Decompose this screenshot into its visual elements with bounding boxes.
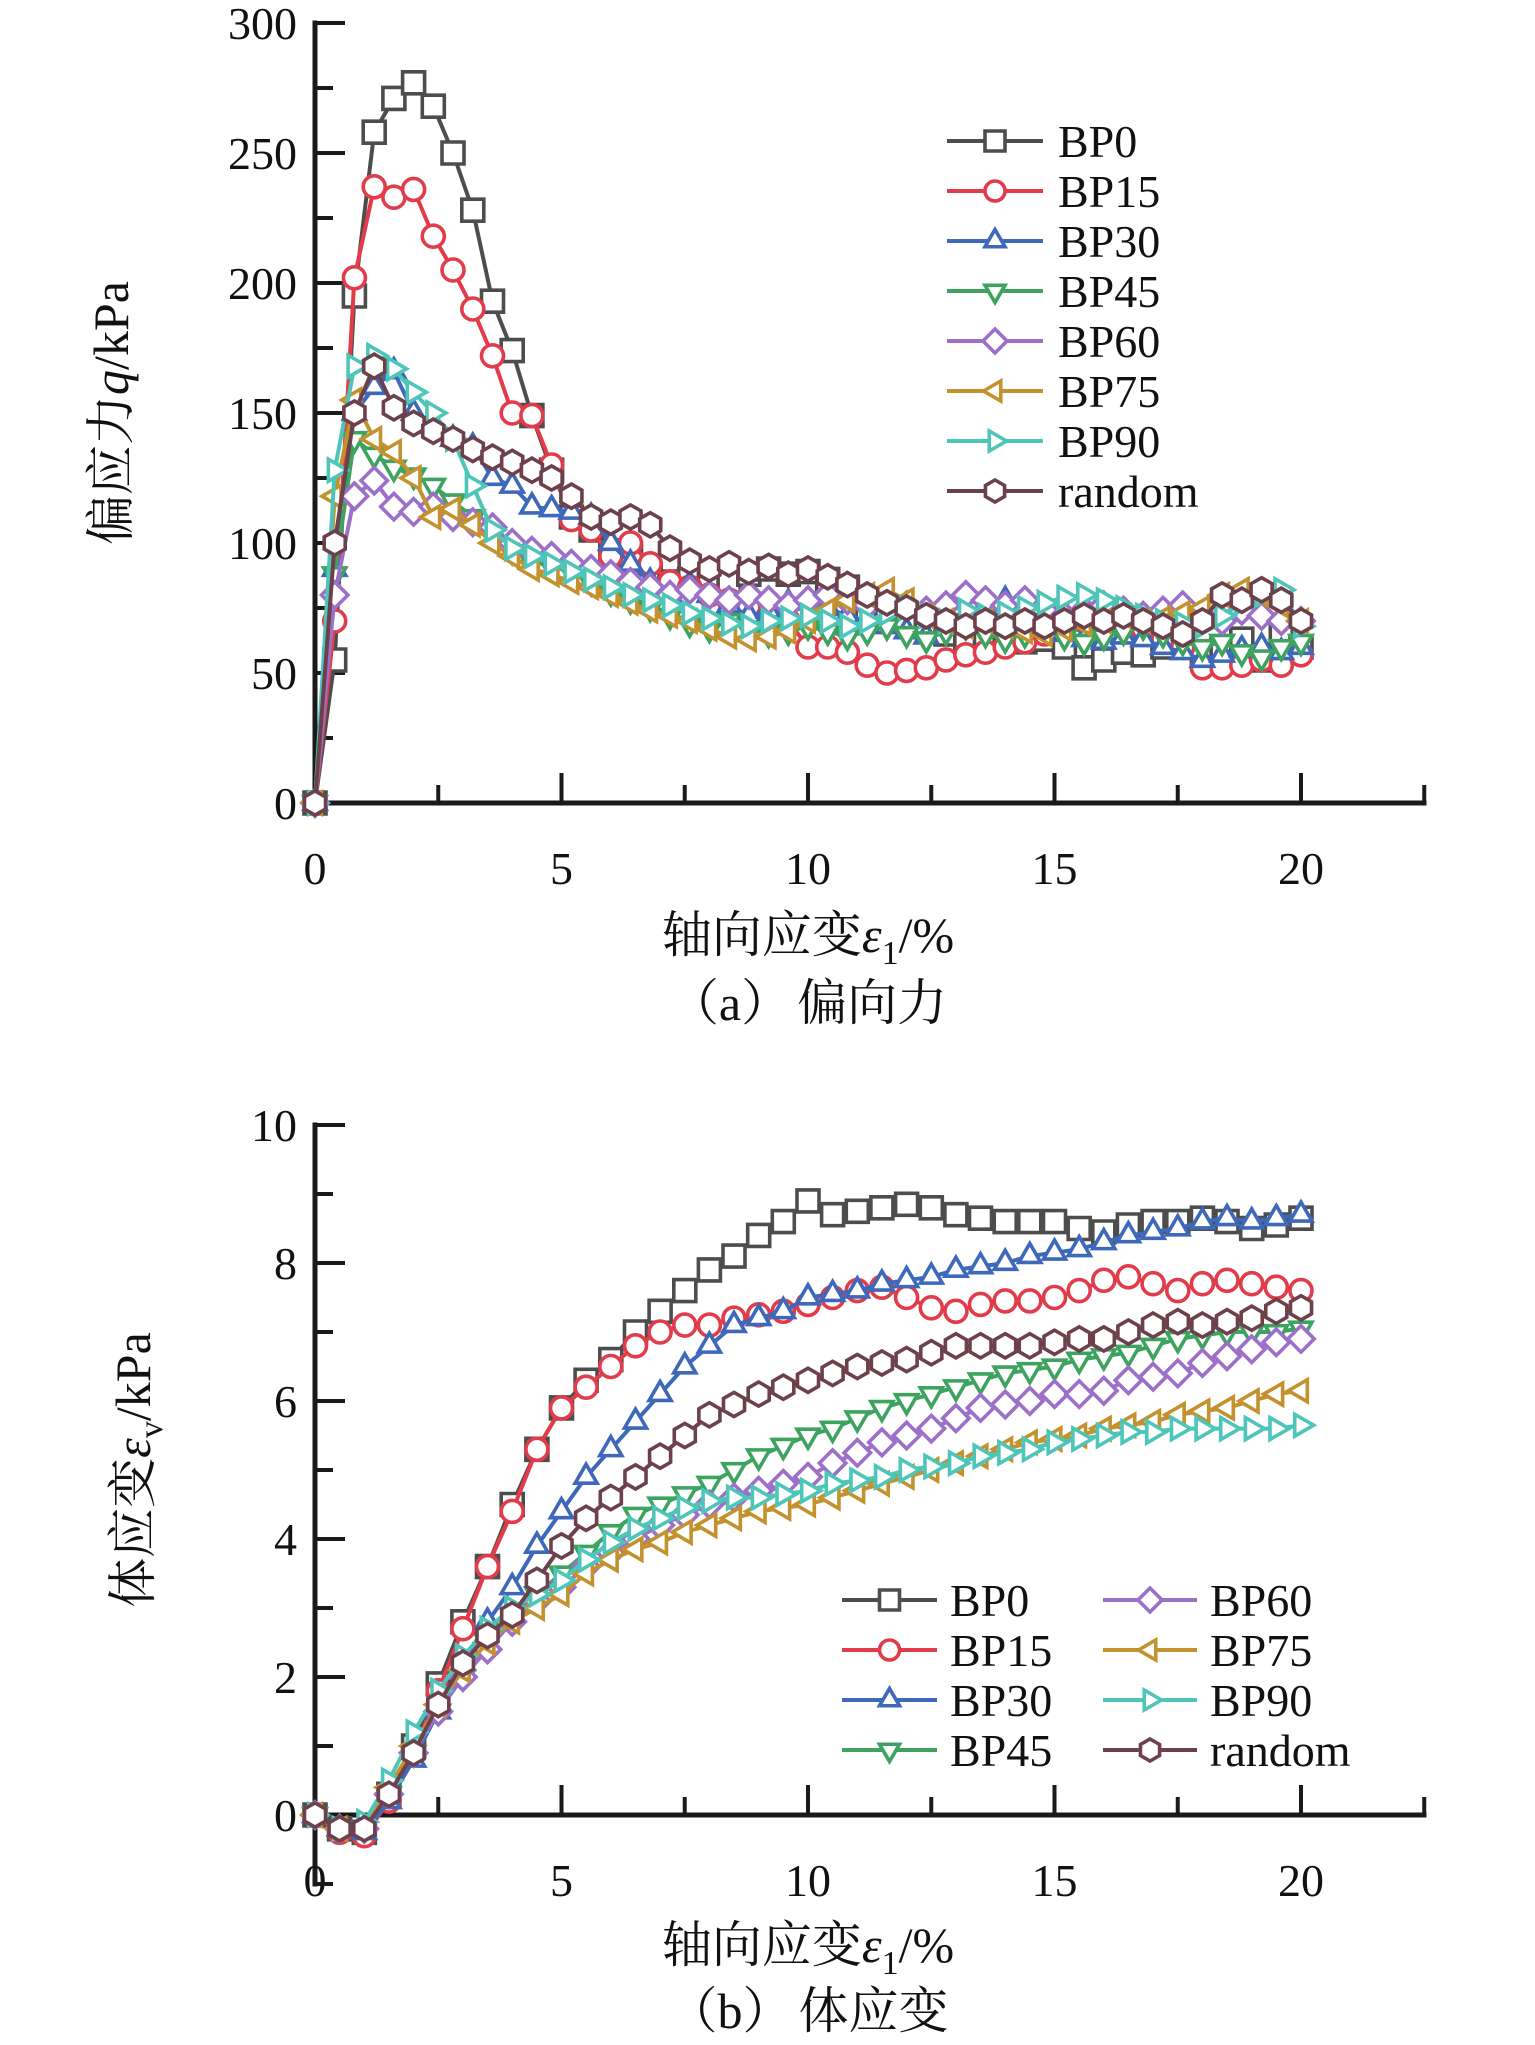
- square-marker: [920, 1197, 942, 1219]
- hexagon-marker: [773, 1375, 794, 1399]
- square-marker: [442, 142, 464, 164]
- circle-marker-icon: [880, 1640, 900, 1660]
- triangle-right-marker: [1270, 1418, 1289, 1440]
- circle-marker: [462, 298, 484, 320]
- triangle-left-marker: [721, 1507, 740, 1529]
- triangle-left-marker-icon: [984, 381, 1001, 401]
- hexagon-marker: [561, 484, 582, 508]
- diamond-marker: [1066, 1381, 1092, 1407]
- triangle-down-marker: [1043, 1360, 1065, 1379]
- circle-marker: [625, 1335, 647, 1357]
- square-marker: [871, 1197, 893, 1219]
- hexagon-marker: [995, 1334, 1016, 1358]
- hexagon-marker: [1192, 1313, 1213, 1337]
- hexagon-marker: [1231, 588, 1252, 612]
- hexagon-marker: [620, 505, 641, 529]
- hexagon-marker: [995, 614, 1016, 638]
- triangle-left-marker: [1288, 1380, 1307, 1402]
- circle-marker: [945, 1300, 967, 1322]
- legend-item-random-b: [1103, 1725, 1351, 1776]
- square-marker: [422, 95, 444, 117]
- circle-marker: [551, 1397, 573, 1419]
- triangle-right-marker: [1295, 1414, 1314, 1436]
- triangle-up-marker: [1019, 1243, 1041, 1262]
- chart-b-y-tick-label-10: 10: [251, 1100, 297, 1151]
- hexagon-marker: [817, 565, 838, 589]
- hexagon-marker: [1113, 604, 1134, 628]
- diamond-marker: [1017, 1388, 1043, 1414]
- hexagon-marker: [935, 609, 956, 633]
- diamond-marker: [918, 1415, 944, 1441]
- triangle-right-marker-icon: [1144, 1690, 1161, 1710]
- hexagon-marker: [329, 1817, 350, 1841]
- chart-b-x-tick-label-0: 0: [303, 1855, 327, 1906]
- triangle-left-marker: [1239, 1390, 1258, 1412]
- hexagon-marker: [822, 1361, 843, 1385]
- circle-marker: [442, 259, 464, 281]
- hexagon-marker: [625, 1465, 646, 1489]
- circle-marker: [403, 178, 425, 200]
- circle-marker: [501, 1500, 523, 1522]
- hexagon-marker-icon: [1140, 1739, 1159, 1761]
- chart-b-y-tick-label-0: 0: [274, 1790, 297, 1841]
- legend-label-BP15: BP15: [950, 1625, 1053, 1676]
- hexagon-marker: [1044, 1330, 1065, 1354]
- chart-a-marks: [228, 0, 1424, 894]
- hexagon-marker: [1093, 1327, 1114, 1351]
- hexagon-marker: [502, 450, 523, 474]
- chart-a-x-axis-label: 轴向应变$\varepsilon_1/\%$: [661, 907, 955, 972]
- hexagon-marker: [1074, 604, 1095, 628]
- square-marker: [945, 1204, 967, 1226]
- chart-a-x-tick-label-5: 5: [550, 843, 573, 894]
- hexagon-marker: [502, 1603, 523, 1627]
- hexagon-marker: [699, 1403, 720, 1427]
- circle-marker: [1044, 1287, 1066, 1309]
- hexagon-marker: [674, 1423, 695, 1447]
- circle-marker: [674, 1314, 696, 1336]
- hexagon-marker: [551, 1534, 572, 1558]
- legend-item-random-a: [947, 466, 1199, 517]
- hexagon-marker: [1069, 1327, 1090, 1351]
- legend-item-BP45-a: [947, 266, 1160, 317]
- chart-a-y-tick-label-250: 250: [228, 128, 297, 179]
- hexagon-marker: [1290, 1296, 1311, 1320]
- hexagon-marker: [1014, 609, 1035, 633]
- chart-b-x-tick-label-10: 10: [785, 1855, 831, 1906]
- diamond-marker: [1140, 1364, 1166, 1390]
- diamond-marker: [943, 1405, 969, 1431]
- legend-item-BP30-a: [947, 216, 1160, 267]
- legend-item-BP0-a: [947, 116, 1137, 167]
- hexagon-marker: [758, 554, 779, 578]
- square-marker: [363, 121, 385, 143]
- diamond-marker: [819, 1450, 845, 1476]
- circle-marker: [1191, 1273, 1213, 1295]
- hexagon-marker: [378, 1782, 399, 1806]
- hexagon-marker: [482, 445, 503, 469]
- square-marker: [846, 1200, 868, 1222]
- diamond-marker: [1091, 1378, 1117, 1404]
- hexagon-marker: [1133, 609, 1154, 633]
- hexagon-marker: [876, 591, 897, 615]
- hexagon-marker: [541, 466, 562, 490]
- hexagon-marker: [1290, 609, 1311, 633]
- hexagon-marker: [428, 1693, 449, 1717]
- chart-b-marks: [251, 1100, 1424, 1906]
- legend-item-BP60-a: [947, 316, 1160, 367]
- legend-item-BP30-b: [842, 1675, 1052, 1726]
- hexagon-marker: [1093, 609, 1114, 633]
- legend-item-BP90-b: [1103, 1675, 1312, 1726]
- series-BP45-markers-b: [304, 1322, 1312, 1841]
- legend-item-BP75-b: [1103, 1625, 1312, 1676]
- hexagon-marker: [1212, 583, 1233, 607]
- hexagon-marker: [1019, 1334, 1040, 1358]
- legend-label-BP45: BP45: [1058, 266, 1161, 317]
- circle-marker: [452, 1618, 474, 1640]
- legend-label-BP45: BP45: [950, 1725, 1053, 1776]
- chart-a-x-tick-label-10: 10: [785, 843, 831, 894]
- triangle-left-marker: [1214, 1397, 1233, 1419]
- chart-b-y-axis-label: 体应变$\varepsilon_v$/kPa: [105, 1332, 170, 1608]
- legend-label-BP0: BP0: [1058, 116, 1138, 167]
- circle-marker: [477, 1556, 499, 1578]
- square-marker: [822, 1204, 844, 1226]
- chart-a-subtitle: （a） 偏向力: [668, 975, 948, 1031]
- series-BP15-markers-b: [304, 1266, 1312, 1847]
- circle-marker: [649, 1321, 671, 1343]
- circle-marker: [1167, 1280, 1189, 1302]
- legend-item-BP90-a: [947, 416, 1160, 467]
- legend-label-BP60: BP60: [1058, 316, 1161, 367]
- chart-a-y-tick-label-100: 100: [228, 518, 297, 569]
- square-marker: [649, 1300, 671, 1322]
- triangle-left-marker-icon: [1139, 1640, 1156, 1660]
- hexagon-marker: [837, 573, 858, 597]
- hexagon-marker: [970, 1334, 991, 1358]
- hexagon-marker: [304, 1803, 325, 1827]
- chart-a-x-tick-label-20: 20: [1278, 843, 1324, 894]
- chart-b-y-tick-label-2: 2: [274, 1652, 297, 1703]
- chart-a-y-tick-label-300: 300: [228, 0, 297, 49]
- circle-marker: [1117, 1266, 1139, 1288]
- legend-item-BP45-b: [842, 1725, 1052, 1776]
- hexagon-marker: [723, 1392, 744, 1416]
- circle-marker: [482, 345, 504, 367]
- legend-label-BP90: BP90: [1058, 416, 1161, 467]
- hexagon-marker: [921, 1341, 942, 1365]
- hexagon-marker: [600, 1486, 621, 1510]
- hexagon-marker: [304, 791, 325, 815]
- hexagon-marker: [1172, 622, 1193, 646]
- chart-b-x-tick-label-15: 15: [1031, 1855, 1078, 1906]
- hexagon-marker: [857, 583, 878, 607]
- hexagon-marker: [442, 427, 463, 451]
- diamond-marker: [1189, 1350, 1215, 1376]
- square-marker: [1044, 1211, 1066, 1233]
- square-marker: [403, 72, 425, 94]
- hexagon-marker: [1192, 609, 1213, 633]
- diamond-marker-icon: [983, 329, 1007, 353]
- triangle-left-marker: [1264, 1383, 1283, 1405]
- diamond-marker: [844, 1440, 870, 1466]
- square-marker: [994, 1211, 1016, 1233]
- triangle-down-marker-icon: [985, 285, 1005, 302]
- hexagon-marker: [403, 1741, 424, 1765]
- circle-marker: [521, 405, 543, 427]
- legend-label-BP30: BP30: [1058, 216, 1161, 267]
- hexagon-marker: [324, 531, 345, 555]
- square-marker: [674, 1280, 696, 1302]
- hexagon-marker: [403, 411, 424, 435]
- chart-b-y-tick-label-8: 8: [274, 1238, 297, 1289]
- circle-marker: [526, 1438, 548, 1460]
- hexagon-marker: [383, 396, 404, 420]
- hexagon-marker: [1054, 609, 1075, 633]
- hexagon-marker: [748, 1382, 769, 1406]
- hexagon-marker: [581, 505, 602, 529]
- hexagon-marker: [778, 562, 799, 586]
- legend-label-random: random: [1210, 1725, 1351, 1776]
- hexagon-marker: [423, 419, 444, 443]
- chart-a-x-tick-label-0: 0: [303, 843, 327, 894]
- legend-item-BP15-b: [842, 1625, 1052, 1676]
- legend-label-BP15: BP15: [1058, 166, 1161, 217]
- hexagon-marker: [1251, 578, 1272, 602]
- chart-a-x-tick-label-15: 15: [1031, 843, 1078, 894]
- diamond-marker: [1165, 1360, 1191, 1386]
- legend-item-BP15-a: [947, 166, 1160, 217]
- hexagon-marker: [797, 1368, 818, 1392]
- hexagon-marker: [679, 549, 700, 573]
- hexagon-marker: [452, 1651, 473, 1675]
- hexagon-marker: [975, 609, 996, 633]
- chart-a-y-tick-label-150: 150: [228, 388, 297, 439]
- hexagon-marker: [719, 552, 740, 576]
- square-marker: [896, 1193, 918, 1215]
- circle-marker: [920, 1297, 942, 1319]
- chart-a-y-tick-label-0: 0: [274, 778, 297, 829]
- square-marker: [723, 1245, 745, 1267]
- triangle-up-marker-icon: [985, 230, 1005, 247]
- legend-item-BP0-b: [842, 1575, 1029, 1626]
- legend-label-BP75: BP75: [1058, 366, 1161, 417]
- hexagon-marker: [1216, 1310, 1237, 1334]
- square-marker: [698, 1259, 720, 1281]
- chart-b-y-tick-label-6: 6: [274, 1376, 297, 1427]
- hexagon-marker: [650, 1444, 671, 1468]
- chart-a-y-tick-label-50: 50: [251, 648, 297, 699]
- legend-item-BP60-b: [1103, 1575, 1312, 1626]
- hexagon-marker: [797, 557, 818, 581]
- hexagon-marker: [526, 1568, 547, 1592]
- circle-marker: [1142, 1273, 1164, 1295]
- triangle-right-marker: [1245, 1418, 1264, 1440]
- triangle-up-marker: [698, 1333, 720, 1352]
- circle-marker: [970, 1293, 992, 1315]
- circle-marker: [1068, 1280, 1090, 1302]
- chart-b-x-tick-label-5: 5: [550, 1855, 573, 1906]
- chart-b-x-axis-label: 轴向应变$\varepsilon_1/\%$: [661, 1917, 955, 1982]
- chart-a-y-axis-label: 偏应力q/kPa: [83, 281, 139, 545]
- circle-marker: [343, 267, 365, 289]
- hexagon-marker: [738, 560, 759, 584]
- hexagon-marker: [1152, 614, 1173, 638]
- triangle-up-marker: [674, 1354, 696, 1373]
- diamond-marker: [1115, 1367, 1141, 1393]
- circle-marker: [1019, 1290, 1041, 1312]
- square-marker: [772, 1211, 794, 1233]
- legend-label-BP30: BP30: [950, 1675, 1053, 1726]
- diamond-marker: [869, 1429, 895, 1455]
- circle-marker: [1265, 1276, 1287, 1298]
- hexagon-marker: [344, 401, 365, 425]
- square-marker: [748, 1224, 770, 1246]
- hexagon-marker: [640, 513, 661, 537]
- hexagon-marker: [477, 1624, 498, 1648]
- diamond-marker-icon: [1138, 1588, 1162, 1612]
- hexagon-marker: [1241, 1306, 1262, 1330]
- triangle-up-marker-icon: [879, 1689, 899, 1706]
- triangle-up-marker: [969, 1254, 991, 1273]
- legend-label-random: random: [1058, 466, 1199, 517]
- circle-marker: [1216, 1269, 1238, 1291]
- square-marker-icon: [985, 131, 1005, 151]
- legend-label-BP60: BP60: [1210, 1575, 1313, 1626]
- diamond-marker: [1239, 1336, 1265, 1362]
- triangle-left-marker: [697, 1514, 716, 1536]
- hexagon-marker: [871, 1351, 892, 1375]
- diamond-marker: [992, 1391, 1018, 1417]
- hexagon-marker: [1266, 1299, 1287, 1323]
- circle-marker: [994, 1290, 1016, 1312]
- hexagon-marker: [521, 458, 542, 482]
- triangle-up-marker: [1043, 1240, 1065, 1259]
- hexagon-marker: [1034, 614, 1055, 638]
- square-marker: [462, 199, 484, 221]
- square-marker: [970, 1207, 992, 1229]
- triangle-down-marker-icon: [879, 1744, 899, 1761]
- hexagon-marker: [1143, 1313, 1164, 1337]
- hexagon-marker: [896, 1348, 917, 1372]
- circle-marker: [1093, 1269, 1115, 1291]
- hexagon-marker: [576, 1506, 597, 1530]
- hexagon-marker: [916, 604, 937, 628]
- triangle-up-marker: [945, 1257, 967, 1276]
- hexagon-marker: [1167, 1310, 1188, 1334]
- legend-label-BP75: BP75: [1210, 1625, 1313, 1676]
- hexagon-marker: [354, 1817, 375, 1841]
- chart-b-x-tick-label-20: 20: [1278, 1855, 1324, 1906]
- triangle-right-marker: [1221, 1418, 1240, 1440]
- hexagon-marker: [955, 614, 976, 638]
- hexagon-marker: [364, 354, 385, 378]
- circle-marker-icon: [985, 181, 1005, 201]
- circle-marker: [1241, 1273, 1263, 1295]
- hexagon-marker: [600, 510, 621, 534]
- hexagon-marker: [896, 596, 917, 620]
- circle-marker: [600, 1356, 622, 1378]
- square-marker: [797, 1190, 819, 1212]
- diamond-marker: [967, 1395, 993, 1421]
- triangle-down-marker: [1019, 1364, 1041, 1383]
- hexagon-marker: [945, 1334, 966, 1358]
- hexagon-marker: [659, 536, 680, 560]
- chart-b-subtitle: （b） 体应变: [667, 1983, 949, 2039]
- hexagon-marker: [1118, 1320, 1139, 1344]
- legend-label-BP0: BP0: [950, 1575, 1030, 1626]
- square-marker-icon: [880, 1590, 900, 1610]
- circle-marker: [422, 225, 444, 247]
- triangle-up-marker: [896, 1268, 918, 1287]
- diamond-marker: [1214, 1343, 1240, 1369]
- circle-marker: [896, 1287, 918, 1309]
- square-marker: [1019, 1211, 1041, 1233]
- diamond-marker: [893, 1422, 919, 1448]
- hexagon-marker-icon: [985, 480, 1004, 502]
- triangle-right-marker-icon: [989, 431, 1006, 451]
- chart-a-y-tick-label-200: 200: [228, 258, 297, 309]
- legend-label-BP90: BP90: [1210, 1675, 1313, 1726]
- circle-marker: [575, 1376, 597, 1398]
- hexagon-marker: [462, 437, 483, 461]
- hexagon-marker: [1271, 588, 1292, 612]
- hexagon-marker: [847, 1354, 868, 1378]
- series-BP60-markers-b: [302, 1326, 1314, 1842]
- triangle-down-marker: [1117, 1346, 1139, 1365]
- hexagon-marker: [699, 557, 720, 581]
- legend-item-BP75-a: [947, 366, 1160, 417]
- chart-b-y-tick-label-4: 4: [274, 1514, 297, 1565]
